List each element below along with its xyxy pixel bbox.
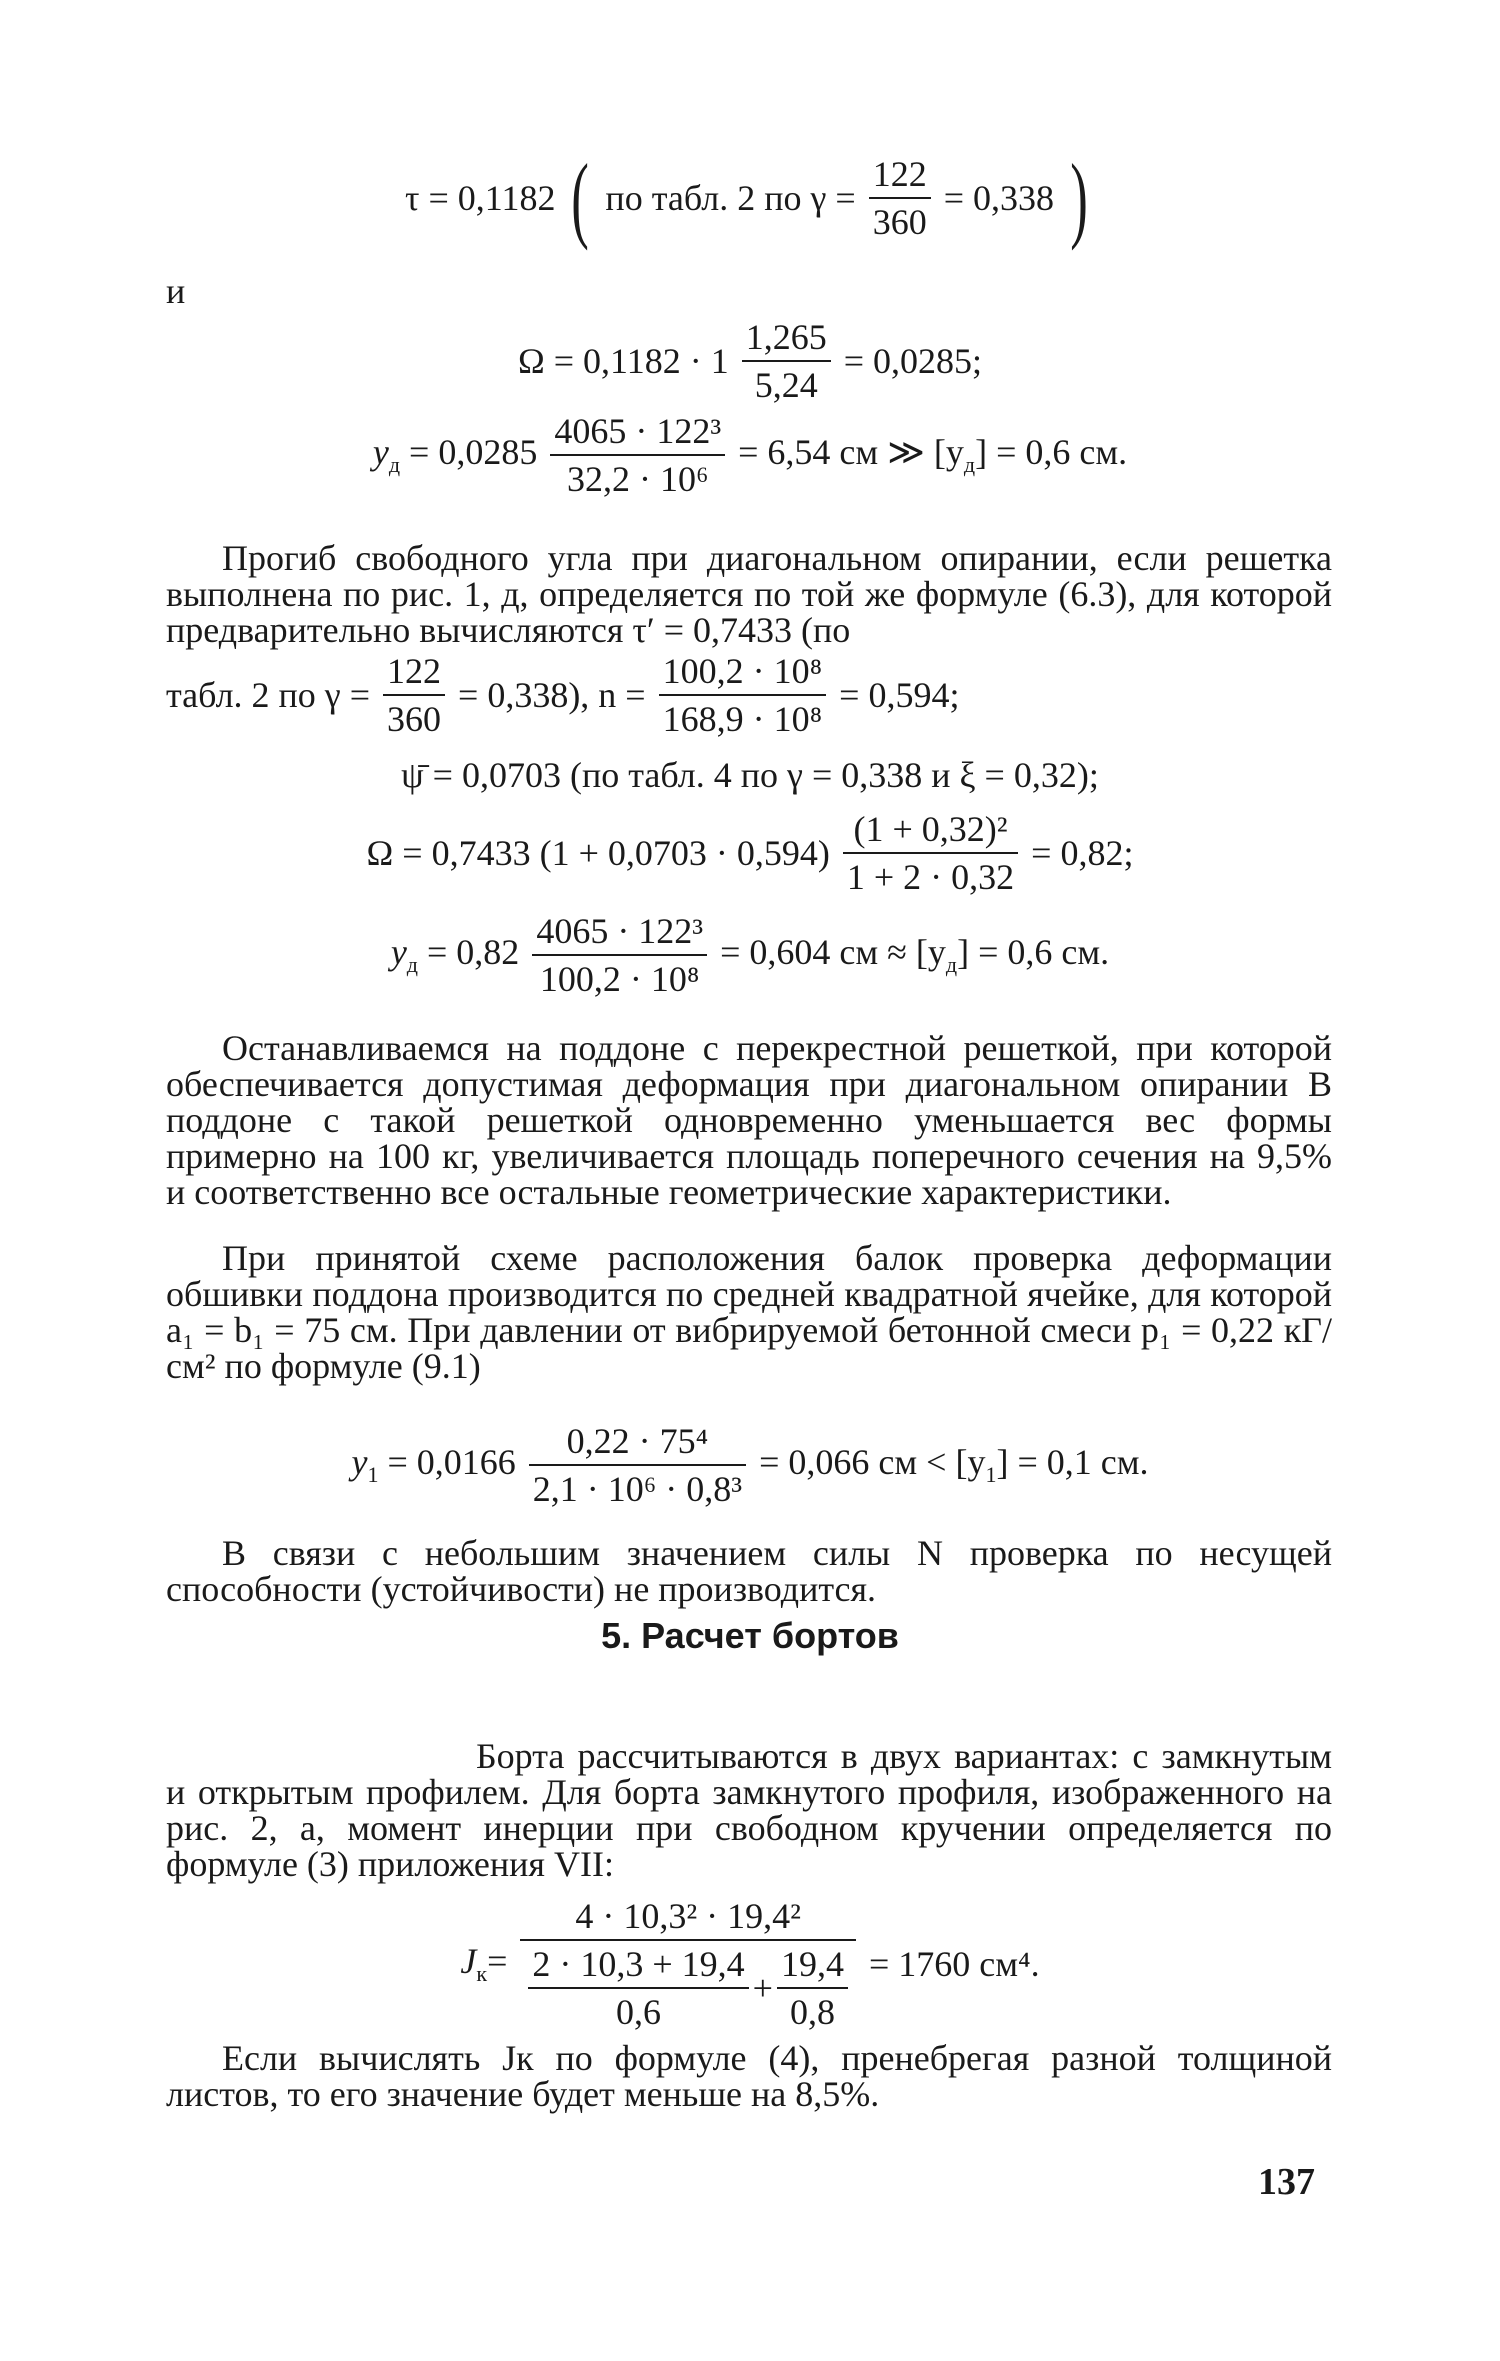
eq-yd1-rhs-sub: д <box>963 452 976 478</box>
eq-tau-den: 360 <box>869 197 931 243</box>
eq-jk-den-b <box>777 1943 848 2033</box>
equation-yd-1 <box>0 410 1500 500</box>
eq-yd2-den: 100,2 · 10⁸ <box>532 954 707 1000</box>
equation-omega-1 <box>0 316 1500 406</box>
eq-omega2-den: 1 + 2 · 0,32 <box>843 852 1018 898</box>
eq-jk-den-a-den: 0,6 <box>528 1987 748 2033</box>
eq-jk-j-sub: к <box>476 1961 488 1987</box>
eq-yd2-y: y <box>390 932 407 973</box>
paragraph-stability <box>166 1535 1332 1607</box>
equation-y1 <box>0 1420 1500 1510</box>
eq-tau-rhs: = 0,338 <box>943 178 1055 218</box>
eq-jk-eq: = <box>487 1941 508 1982</box>
eq-yd1-y-sub: д <box>388 452 401 478</box>
eq-tau-paren-close: ) <box>1070 144 1088 251</box>
p1-line-mid: = 0,338), n = <box>458 675 646 715</box>
eq-tau-paren-open: ( <box>571 144 590 251</box>
eq-omega2-fraction <box>843 808 1018 898</box>
paragraph-deflection <box>166 540 1332 648</box>
paragraph-sheathing-check <box>166 1240 1332 1384</box>
p1-line-end: = 0,594; <box>839 675 960 715</box>
eq-jk-den-a-num: 2 · 10,3 + 19,4 <box>532 1944 745 1984</box>
paragraph-sheathing-check-text: При принятой схеме расположения балок проверка деформации обшивки поддона производится по средней квадратной ячейке, для которой a₁ = b₁ = 75 см. При давлении от вибрируемой бетонной смеси p₁ = 0,22 кГ/см² по формуле (9.1) <box>166 1238 1332 1386</box>
conjunction-and: и <box>166 271 186 311</box>
p1-line-start: табл. 2 по γ = <box>166 675 371 715</box>
eq-yd1-rhs: = 6,54 см ≫ [y <box>738 432 964 473</box>
p1-gamma-num: 122 <box>387 651 442 691</box>
eq-yd2-lhs: = 0,82 <box>427 932 520 973</box>
eq-y1-den: 2,1 · 10⁶ · 0,8³ <box>529 1464 746 1510</box>
paragraph-sides <box>166 1738 1332 1882</box>
equation-yd-2 <box>0 910 1500 1000</box>
eq-y1-num: 0,22 · 75⁴ <box>566 1421 709 1461</box>
eq-y1-fraction <box>529 1420 746 1510</box>
eq-yd1-lhs: = 0,0285 <box>409 432 538 473</box>
eq-yd2-num: 4065 · 122³ <box>536 911 704 951</box>
eq-jk-rhs: = 1760 см⁴. <box>868 1944 1040 1984</box>
section-title: 5. Расчет бортов <box>601 1615 899 1656</box>
eq-omega1-lhs: Ω = 0,1182 · 1 <box>517 341 729 381</box>
eq-jk-den-b-num: 19,4 <box>780 1944 844 1984</box>
eq-yd2-y-sub: д <box>406 952 418 978</box>
equation-omega-2 <box>0 808 1500 898</box>
eq-jk-fraction <box>520 1895 856 2033</box>
eq-y1-y: y <box>351 1442 368 1483</box>
eq-tau-lhs: τ = 0,1182 <box>405 178 556 218</box>
eq-psi-text: ψ̄ = 0,0703 (по табл. 4 по γ = 0,338 и ξ = 0,32); <box>401 754 1099 795</box>
eq-yd1-fraction <box>550 410 725 500</box>
eq-yd2-rhs: = 0,604 см ≈ [y <box>720 932 946 973</box>
eq-tau-text: по табл. 2 по γ = <box>605 178 856 218</box>
eq-jk-j: J <box>460 1941 477 1982</box>
eq-tau-fraction <box>869 153 931 243</box>
eq-omega1-fraction <box>742 316 831 406</box>
paragraph-deflection-formula-line <box>166 650 1332 740</box>
paragraph-jk-note <box>166 2040 1332 2112</box>
eq-jk-den-a <box>528 1943 748 2033</box>
paragraph-sides-text: Борта рассчитываются в двух вариантах: с замкнутым и открытым профилем. Для борта замкнутого профиля, изображенного на рис. 2, а, момент инерции при свободном кручении определяется по формуле (3) приложения VII: <box>166 1736 1332 1884</box>
paragraph-deflection-text: Прогиб свободного угла при диагональном опирании, если решетка выполнена по рис. 1, д, определяется по той же формуле (6.3), для которой предварительно вычисляются τ′ = 0,7433 (по <box>166 538 1332 650</box>
eq-yd1-rhs-end: ] = 0,6 см. <box>975 432 1128 473</box>
eq-jk-den-b-den: 0,8 <box>777 1987 848 2033</box>
eq-jk-plus: + <box>752 1968 773 2008</box>
equation-psi <box>0 750 1500 796</box>
eq-omega1-rhs: = 0,0285; <box>843 341 983 381</box>
paragraph-stability-text: В связи с небольшим значением силы N проверка по несущей способности (устойчивости) не производится. <box>166 1533 1332 1609</box>
eq-omega2-lhs: Ω = 0,7433 (1 + 0,0703 · 0,594) <box>366 833 830 873</box>
paragraph-tray-choice-text: Останавливаемся на поддоне с перекрестной решеткой, при которой обеспечивается допустимая деформация при диагональном опирании В поддоне с такой решеткой одновременно уменьшается вес формы примерно на 100 кг, увеличивается площадь поперечного сечения на 9,5% и соответственно все остальные геометрические характеристики. <box>166 1028 1332 1212</box>
p1-fraction-gamma <box>383 650 445 740</box>
eq-yd2-fraction <box>532 910 707 1000</box>
eq-tau-num: 122 <box>872 154 927 194</box>
eq-yd2-rhs-end: ] = 0,6 см. <box>957 932 1110 973</box>
eq-jk-den <box>520 1939 856 2033</box>
eq-omega2-num: (1 + 0,32)² <box>853 809 1008 849</box>
equation-tau <box>0 144 1500 251</box>
eq-y1-y-sub: 1 <box>367 1462 379 1488</box>
eq-y1-lhs: = 0,0166 <box>387 1442 516 1483</box>
eq-yd2-rhs-sub: д <box>945 952 958 978</box>
eq-y1-rhs-end: ] = 0,1 см. <box>996 1442 1149 1483</box>
eq-y1-rhs-sub: 1 <box>985 1462 997 1488</box>
p1-n-num: 100,2 · 10⁸ <box>662 651 823 691</box>
eq-y1-rhs: = 0,066 см < [y <box>759 1442 986 1483</box>
eq-omega2-rhs: = 0,82; <box>1031 833 1134 873</box>
eq-omega1-den: 5,24 <box>742 360 831 406</box>
eq-omega1-num: 1,265 <box>745 317 827 357</box>
eq-yd1-num: 4065 · 122³ <box>554 411 722 451</box>
eq-yd1-y: y <box>372 432 389 473</box>
equation-jk <box>0 1895 1500 2033</box>
p1-fraction-n <box>659 650 827 740</box>
p1-gamma-den: 360 <box>383 694 445 740</box>
paragraph-jk-note-text: Если вычислять Jк по формуле (4), пренебрегая разной толщиной листов, то его значение будет меньше на 8,5%. <box>166 2038 1332 2114</box>
eq-jk-num: 4 · 10,3² · 19,4² <box>575 1896 801 1936</box>
paragraph-tray-choice <box>166 1030 1332 1210</box>
eq-yd1-den: 32,2 · 10⁶ <box>550 454 725 500</box>
page-number: 137 <box>1258 2161 1315 2203</box>
p1-n-den: 168,9 · 10⁸ <box>659 694 827 740</box>
